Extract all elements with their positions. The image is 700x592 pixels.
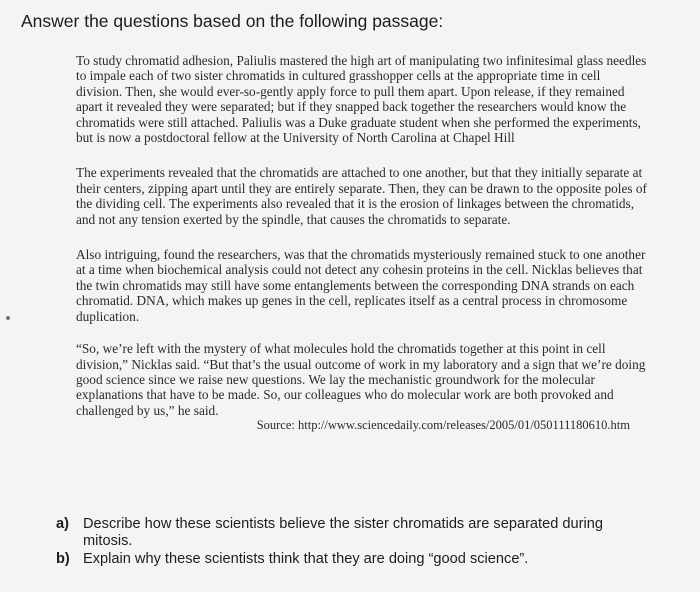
question-letter: a) [56,516,69,532]
question-letter: b) [56,551,70,567]
question-text: Describe how these scientists believe the sister chromatids are separated during mitosis. [83,516,603,549]
source-citation: Source: http://www.sciencedaily.com/releases/2005/01/050111180610.htm [256,418,630,433]
passage [76,53,648,434]
passage-paragraph: To study chromatid adhesion, Paliulis mastered the high art of manipulating two infinitesimal glass needles to impale each of two sister chromatids in cultured grasshopper cells at the appropriate time in cell division. Then, she would ever-so-gently apply force to pull them apart. Upon release, if they remained apart it revealed they were separated; but if they snapped back together the researchers would know the chromatids were still attached. Paliulis was a Duke graduate student when she performed the experiments, but is now a postdoctoral fellow at the University of North Carolina at Chapel Hill [76,53,647,146]
passage-paragraph: Also intriguing, found the researchers, was that the chromatids mysteriously remained stuck to one another at a time when biochemical analysis could not detect any cohesin proteins in the cell. Nicklas believes that the twin chromatids may still have some entanglements between the corresponding DNA strands on each chromatid. DNA, which makes up genes in the cell, replicates itself as a central process in chromosome duplication. [76,247,646,324]
passage-paragraph: “So, we’re left with the mystery of what molecules hold the chromatids together at this point in cell division,” Nicklas said. “But that’s the usual outcome of work in my laboratory and a sign that we’re doing good science since we raise new questions. We lay the mechanistic groundwork for the molecular explanations that have to be made. So, our colleagues who do molecular work are both provoked and challenged by us,” he said. [76,341,646,418]
page-heading: Answer the questions based on the following passage: [21,11,444,31]
question-item [56,516,656,550]
question-item [56,551,656,568]
question-text: Explain why these scientists think that they are doing “good science”. [83,551,529,567]
questions-list [56,516,656,569]
margin-dot [6,316,10,320]
passage-paragraph: The experiments revealed that the chromatids are attached to one another, but that they initially separate at their centers, zipping apart until they are entirely separate. Then, they can be drawn to the opposite poles of the dividing cell. The experiments also revealed that it is the erosion of linkages between the chromatids, and not any tension exerted by the spindle, that causes the chromatids to separate. [76,165,647,227]
